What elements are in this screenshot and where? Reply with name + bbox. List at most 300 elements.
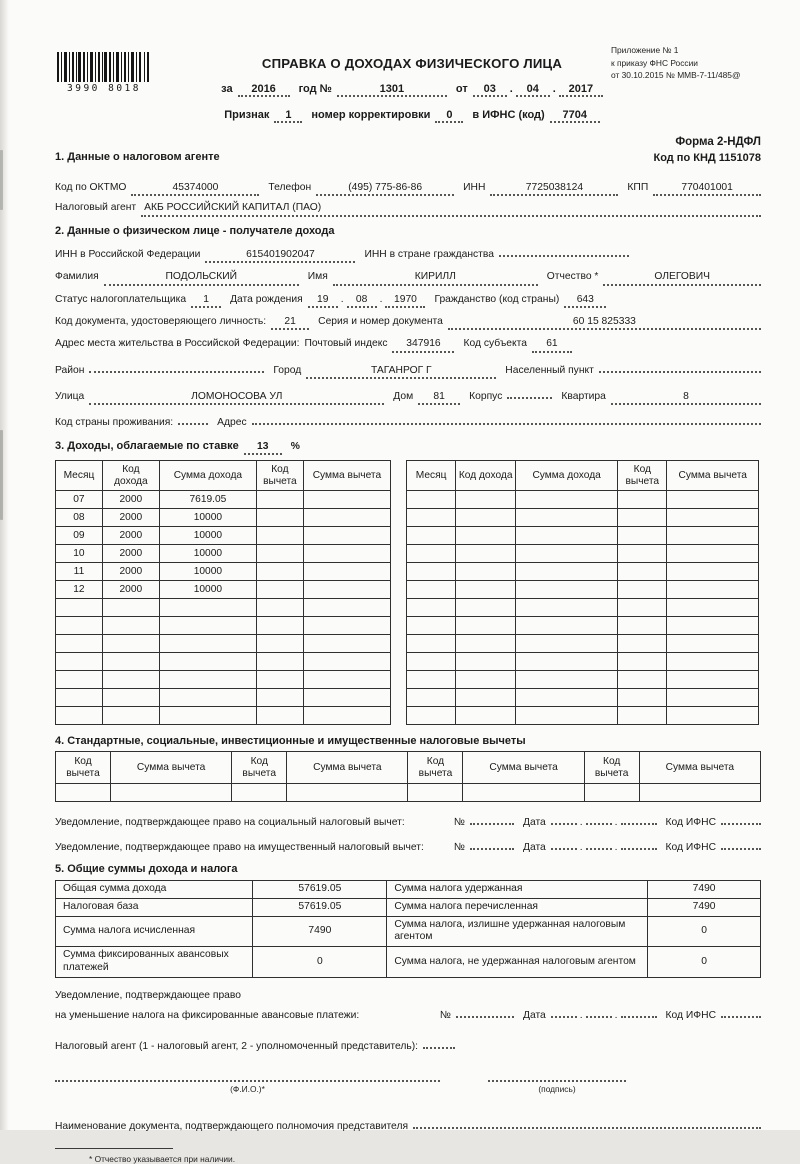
kpp-value: 770401001 [653, 181, 761, 196]
table-header-row [56, 752, 761, 784]
date-separator: . [340, 293, 344, 305]
table-cell [667, 617, 759, 635]
flat-label: Квартира [561, 391, 606, 402]
advance-ifns-value [721, 1005, 761, 1018]
table-cell [159, 635, 256, 653]
deductions-table [55, 751, 761, 802]
table-row [407, 509, 759, 527]
col-deduction-code: Код вычета [256, 461, 303, 491]
ifns-label: в ИФНС (код) [472, 109, 545, 121]
table-cell [407, 491, 456, 509]
table-cell [159, 653, 256, 671]
table-cell [667, 545, 759, 563]
doc-series-label: Серия и номер документа [318, 315, 443, 327]
col-month: Месяц [407, 461, 456, 491]
table-cell [456, 581, 516, 599]
year-value: 2016 [238, 83, 290, 97]
col-deduction-sum: Сумма вычета [463, 752, 584, 784]
table-cell [303, 653, 390, 671]
table-cell [407, 563, 456, 581]
table-cell [256, 527, 303, 545]
spacer [440, 1069, 488, 1082]
table-cell [584, 784, 639, 802]
document-row [55, 315, 761, 330]
birth-label: Дата рождения [230, 293, 303, 305]
advance-no-value [456, 1005, 514, 1018]
date-day-value: 03 [473, 83, 507, 97]
signature-captions [55, 1084, 761, 1094]
col-deduction-code: Код вычета [618, 461, 667, 491]
table-cell [516, 671, 618, 689]
table-cell [102, 707, 159, 725]
col-income-sum: Сумма дохода [159, 461, 256, 491]
date-label: Дата [522, 817, 546, 829]
income-table-left-header [56, 461, 391, 491]
knd-code: Код по КНД 1151078 [653, 151, 761, 164]
settlement-label: Населенный пункт [505, 364, 594, 376]
signature-row [55, 1069, 761, 1082]
name-row [55, 270, 761, 285]
document-title: СПРАВКА О ДОХОДАХ ФИЗИЧЕСКОГО ЛИЦА [261, 56, 563, 71]
table-cell [516, 617, 618, 635]
table-cell [303, 599, 390, 617]
country-label: Код страны проживания: [55, 417, 174, 429]
income-table-right-body [407, 491, 759, 725]
patronymic-label: Отчество * [546, 271, 599, 283]
ifns-code-label: Код ИФНС [665, 1010, 716, 1022]
table-cell [618, 653, 667, 671]
inn-rf-value: 615401902047 [205, 248, 355, 263]
advance-notice-row [55, 1005, 761, 1022]
income-table-right [406, 460, 759, 725]
table-cell: 08 [56, 509, 103, 527]
social-notice-label: Уведомление, подтверждающее право на социальный налоговый вычет: [55, 817, 405, 829]
table-cell [102, 635, 159, 653]
section1-heading: 1. Данные о налоговом агенте [55, 151, 220, 163]
table-cell [102, 689, 159, 707]
table-cell [102, 599, 159, 617]
table-cell [159, 599, 256, 617]
form-names [653, 135, 761, 165]
table-cell [56, 599, 103, 617]
advance-date-month [586, 1005, 612, 1018]
street-label: Улица [55, 391, 85, 402]
table-cell [303, 707, 390, 725]
advance-notice-label: на уменьшение налога на фиксированные авансовые платежи: [55, 1010, 360, 1022]
col-income-code: Код дохода [456, 461, 516, 491]
table-cell [407, 581, 456, 599]
phone-value: (495) 775-86-86 [316, 181, 454, 196]
table-row [56, 880, 761, 898]
table-cell: 7619.05 [159, 491, 256, 509]
table-cell [407, 689, 456, 707]
income-table-left-body [56, 491, 391, 725]
table-cell: 57619.05 [253, 880, 387, 898]
birth-year-value: 1970 [385, 293, 425, 308]
table-row [56, 671, 391, 689]
date-separator: . [379, 293, 383, 305]
table-cell [256, 491, 303, 509]
table-cell [303, 635, 390, 653]
table-cell [159, 707, 256, 725]
citizenship-label: Гражданство (код страны) [434, 293, 560, 305]
scan-artifact [0, 430, 3, 520]
appendix-line: к приказу ФНС России [611, 57, 698, 68]
table-cell [618, 545, 667, 563]
table-cell: 2000 [102, 527, 159, 545]
scan-artifact [0, 150, 3, 210]
country-row [55, 412, 761, 429]
postal-value: 347916 [392, 337, 454, 352]
col-deduction-sum: Сумма вычета [667, 461, 759, 491]
spacer [440, 1084, 488, 1094]
table-row [56, 689, 391, 707]
social-notice-row [55, 812, 761, 829]
social-date-year [621, 812, 657, 825]
table-cell [516, 527, 618, 545]
property-notice-row [55, 837, 761, 854]
table-cell [102, 617, 159, 635]
table-cell [456, 599, 516, 617]
korr-value: 0 [435, 109, 463, 123]
table-cell [303, 563, 390, 581]
ifns-code-label: Код ИФНС [665, 841, 716, 853]
status-value: 1 [191, 293, 221, 308]
agent-type-label: Налоговый агент (1 - налоговый агент, 2 - уполномоченный представитель): [55, 1040, 419, 1052]
table-cell [618, 581, 667, 599]
form-name-row [55, 138, 761, 174]
section3-heading-row [55, 439, 761, 455]
table-cell [516, 509, 618, 527]
kpp-label: КПП [627, 182, 649, 193]
table-cell [102, 653, 159, 671]
inn-row [55, 244, 761, 263]
table-row [56, 947, 761, 978]
table-cell [256, 509, 303, 527]
property-notice-label: Уведомление, подтверждающее право на имущественный налоговый вычет: [55, 841, 424, 853]
table-cell [516, 563, 618, 581]
totals-table-body [56, 880, 761, 977]
subject-value: 61 [532, 337, 572, 352]
postal-label: Почтовый индекс [304, 338, 388, 350]
table-cell [159, 671, 256, 689]
fio-signature-line [55, 1069, 440, 1082]
agent-type-value [423, 1036, 455, 1049]
table-cell [56, 617, 103, 635]
table-cell [102, 671, 159, 689]
table-cell [618, 617, 667, 635]
table-cell: 0 [253, 947, 387, 978]
table-cell: 07 [56, 491, 103, 509]
district-value [89, 360, 264, 373]
priznak-value: 1 [274, 109, 302, 123]
addr2-value [252, 412, 761, 425]
table-cell [667, 527, 759, 545]
district-label: Район [55, 364, 85, 376]
god-no-label: год № [298, 83, 332, 95]
sign-caption: (подпись) [538, 1084, 576, 1095]
fio-caption: (Ф.И.О.)* [230, 1084, 265, 1095]
table-cell [256, 653, 303, 671]
table-cell [56, 784, 111, 802]
section3-heading: 3. Доходы, облагаемые по ставке [55, 439, 239, 452]
building-label: Корпус [469, 391, 503, 402]
table-cell [110, 784, 231, 802]
table-row [56, 527, 391, 545]
table-row [407, 671, 759, 689]
table-cell [516, 635, 618, 653]
col-income-sum: Сумма дохода [516, 461, 618, 491]
agent-inn-value: 7725038124 [490, 181, 618, 196]
income-table-left [55, 460, 391, 725]
table-cell [303, 545, 390, 563]
citizenship-value: 643 [564, 293, 606, 308]
section2-heading: 2. Данные о физическом лице - получателе дохода [55, 224, 335, 237]
table-cell [303, 509, 390, 527]
date-separator: . [614, 841, 618, 853]
table-cell [456, 509, 516, 527]
status-row [55, 293, 761, 308]
table-row [407, 563, 759, 581]
deductions-table-body [56, 784, 761, 802]
priznak-line [207, 109, 617, 123]
table-cell [303, 491, 390, 509]
col-deduction-code: Код вычета [56, 752, 111, 784]
col-deduction-code: Код вычета [408, 752, 463, 784]
table-cell [456, 563, 516, 581]
date-label: Дата [522, 1010, 546, 1022]
table-cell [407, 545, 456, 563]
house-label: Дом [393, 391, 414, 402]
table-row [56, 916, 761, 947]
table-cell [667, 635, 759, 653]
table-cell [407, 527, 456, 545]
col-deduction-sum: Сумма вычета [287, 752, 408, 784]
table-cell: 2000 [102, 545, 159, 563]
za-label: за [221, 83, 233, 95]
table-cell [256, 545, 303, 563]
birth-day-value: 19 [308, 293, 338, 308]
table-cell: Сумма налога, излишне удержанная налоговым агентом [387, 916, 648, 947]
surname-value: ПОДОЛЬСКИЙ [104, 270, 299, 285]
status-label: Статус налогоплательщика [55, 293, 187, 305]
date-separator: . [579, 841, 583, 853]
social-date-month [586, 812, 612, 825]
house-value: 81 [418, 390, 460, 405]
social-no-value [470, 812, 514, 825]
table-cell [256, 581, 303, 599]
table-row [407, 617, 759, 635]
table-cell [456, 671, 516, 689]
table-cell [256, 689, 303, 707]
table-cell [407, 635, 456, 653]
table-row [407, 599, 759, 617]
col-month: Месяц [56, 461, 103, 491]
social-ifns-value [721, 812, 761, 825]
table-cell [667, 581, 759, 599]
table-cell [303, 527, 390, 545]
address-label: Адрес места жительства в Российской Федерации: [55, 338, 300, 350]
advance-date-day [551, 1005, 577, 1018]
date-label: Дата [522, 841, 546, 853]
table-cell [456, 545, 516, 563]
signature-line [488, 1069, 626, 1082]
table-cell [287, 784, 408, 802]
footnote-divider [55, 1148, 173, 1149]
table-cell [516, 545, 618, 563]
table-cell [256, 599, 303, 617]
table-cell: Общая сумма дохода [56, 880, 253, 898]
table-cell: 57619.05 [253, 898, 387, 916]
table-cell: 12 [56, 581, 103, 599]
percent-sign: % [290, 440, 300, 452]
table-cell: 7490 [648, 880, 761, 898]
table-cell [159, 617, 256, 635]
col-deduction-sum: Сумма вычета [110, 752, 231, 784]
table-cell [303, 671, 390, 689]
date-separator: . [552, 83, 556, 95]
table-cell [232, 784, 287, 802]
table-row [56, 491, 391, 509]
table-cell [456, 617, 516, 635]
table-cell [456, 491, 516, 509]
form-content [55, 44, 761, 1164]
doc-code-label: Код документа, удостоверяющего личность: [55, 315, 267, 327]
table-cell [303, 689, 390, 707]
table-row [56, 653, 391, 671]
korr-label: номер корректировки [311, 109, 431, 121]
agent-inn-label: ИНН [463, 182, 486, 193]
col-deduction-sum: Сумма вычета [639, 752, 760, 784]
table-row [56, 784, 761, 802]
table-cell: Сумма налога удержанная [387, 880, 648, 898]
table-cell [407, 509, 456, 527]
date-separator: . [579, 817, 583, 829]
oktmo-value: 45374000 [131, 181, 259, 196]
doc-name-row [55, 1116, 761, 1133]
firstname-label: Имя [307, 271, 328, 283]
table-row [56, 898, 761, 916]
property-date-day [551, 837, 577, 850]
table-header-row [407, 461, 759, 491]
appendix-line: Приложение № 1 [611, 45, 679, 55]
table-cell [667, 689, 759, 707]
table-row [56, 563, 391, 581]
table-cell: 10000 [159, 563, 256, 581]
oktmo-label: Код по ОКТМО [55, 182, 127, 193]
date-separator: . [614, 1010, 618, 1022]
table-cell [456, 689, 516, 707]
table-cell [56, 707, 103, 725]
table-cell [618, 635, 667, 653]
footnote: * Отчество указывается при наличии. [89, 1153, 236, 1164]
table-cell: 10000 [159, 509, 256, 527]
social-date-day [551, 812, 577, 825]
doc-name-value [413, 1116, 761, 1129]
advance-date-year [621, 1005, 657, 1018]
flat-value: 8 [611, 390, 761, 405]
title-year-line [207, 83, 617, 97]
table-cell: Сумма налога перечисленная [387, 898, 648, 916]
table-cell [516, 707, 618, 725]
table-cell [516, 599, 618, 617]
section5-heading: 5. Общие суммы дохода и налога [55, 862, 238, 875]
no-label: № [453, 841, 465, 853]
table-row [56, 581, 391, 599]
agent-label: Налоговый агент [55, 202, 137, 214]
table-row [407, 581, 759, 599]
col-deduction-code: Код вычета [232, 752, 287, 784]
table-cell [618, 509, 667, 527]
table-cell [256, 563, 303, 581]
city-value: ТАГАНРОГ Г [306, 364, 496, 379]
tax-rate-value: 13 [244, 440, 282, 455]
table-cell: 10000 [159, 545, 256, 563]
inn-foreign-value [499, 244, 629, 257]
table-cell [667, 599, 759, 617]
table-cell [667, 707, 759, 725]
table-cell [516, 491, 618, 509]
table-cell: 09 [56, 527, 103, 545]
table-header-row [56, 461, 391, 491]
table-cell [56, 635, 103, 653]
no-label: № [439, 1010, 451, 1022]
table-cell: 7490 [648, 898, 761, 916]
doc-code-value: 21 [271, 315, 309, 330]
col-deduction-code: Код вычета [584, 752, 639, 784]
table-cell: 0 [648, 947, 761, 978]
table-cell [516, 653, 618, 671]
table-cell [407, 653, 456, 671]
section4-heading: 4. Стандартные, социальные, инвестиционные и имущественные налоговые вычеты [55, 735, 526, 748]
table-cell: Сумма налога исчисленная [56, 916, 253, 947]
table-cell [618, 689, 667, 707]
form-header [55, 44, 761, 138]
appendix-line: от 30.10.2015 № ММВ-7-11/485@ [611, 70, 741, 81]
table-cell [303, 581, 390, 599]
ifns-value: 7704 [550, 109, 600, 123]
col-deduction-sum: Сумма вычета [303, 461, 390, 491]
date-separator: . [614, 817, 618, 829]
table-cell [667, 491, 759, 509]
appendix-note [611, 44, 761, 82]
table-cell: 10000 [159, 527, 256, 545]
table-cell [456, 653, 516, 671]
table-cell [639, 784, 760, 802]
table-cell [667, 509, 759, 527]
property-no-value [470, 837, 514, 850]
table-cell [407, 707, 456, 725]
table-row [407, 707, 759, 725]
city-label: Город [273, 364, 302, 376]
table-row [407, 527, 759, 545]
agent-type-row [55, 1036, 761, 1053]
birth-month-value: 08 [347, 293, 377, 308]
ot-label: от [455, 83, 468, 95]
table-cell [256, 707, 303, 725]
table-cell: 2000 [102, 581, 159, 599]
table-cell [667, 671, 759, 689]
deductions-table-header [56, 752, 761, 784]
income-tables [55, 460, 761, 725]
table-row [56, 545, 391, 563]
table-row [407, 545, 759, 563]
form-name: Форма 2-НДФЛ [675, 136, 761, 148]
table-cell: 7490 [253, 916, 387, 947]
table-cell: 0 [648, 916, 761, 947]
table-cell [256, 671, 303, 689]
title-block [207, 56, 617, 123]
